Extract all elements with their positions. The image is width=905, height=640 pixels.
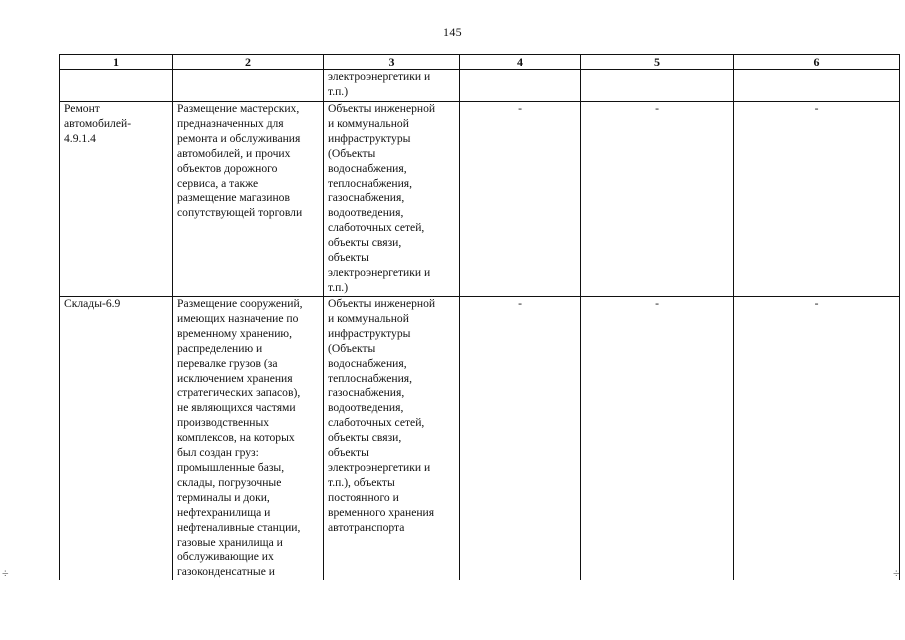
table-header-row [60, 55, 900, 70]
cell-col6: - [734, 102, 900, 297]
cell-auxiliary-objects: электроэнергетики и т.п.) [324, 70, 460, 102]
land-use-table [59, 54, 900, 580]
cell-use-description: Размещение мастерских, предназначенных для ремонта и обслуживания автомобилей, и прочих объектов дорожного сервиса, а также размещение магазинов сопутствующей торговли [173, 102, 324, 297]
scan-edge-mark-left: ÷ [2, 566, 9, 580]
column-header-1: 1 [60, 55, 173, 70]
cell-col4: - [460, 102, 581, 297]
cell-col5: - [581, 102, 734, 297]
column-header-4: 4 [460, 55, 581, 70]
column-header-3: 3 [324, 55, 460, 70]
cell-use-description [173, 70, 324, 102]
cell-col6 [734, 70, 900, 102]
scan-edge-mark-right: ÷ [893, 566, 900, 580]
column-header-5: 5 [581, 55, 734, 70]
cell-use-name: Ремонт автомобилей- 4.9.1.4 [60, 102, 173, 297]
cell-col4: - [460, 297, 581, 581]
cell-col6: - [734, 297, 900, 581]
cell-use-name [60, 70, 173, 102]
cell-col4 [460, 70, 581, 102]
table-row [60, 102, 900, 297]
cell-use-name: Склады-6.9 [60, 297, 173, 581]
column-header-2: 2 [173, 55, 324, 70]
cell-use-description: Размещение сооружений, имеющих назначение по временному хранению, распределению и перевалке грузов (за исключением хранения стратегических запасов), не являющихся частями производственных комплексов, на которых был создан груз: промышленные базы, склады, погрузочные терминалы и доки, нефтехранилища и нефтеналивные станции, газовые хранилища и обслуживающие их газоконденсатные и [173, 297, 324, 581]
table-row [60, 297, 900, 581]
cell-col5 [581, 70, 734, 102]
column-header-6: 6 [734, 55, 900, 70]
table-row [60, 70, 900, 102]
cell-col5: - [581, 297, 734, 581]
cell-auxiliary-objects: Объекты инженерной и коммунальной инфраструктуры (Объекты водоснабжения, теплоснабжения, газоснабжения, водоотведения, слаботочных сетей, объекты связи, объекты электроэнергетики и т.п.) [324, 102, 460, 297]
cell-auxiliary-objects: Объекты инженерной и коммунальной инфраструктуры (Объекты водоснабжения, теплоснабжения, газоснабжения, водоотведения, слаботочных сетей, объекты связи, объекты электроэнергетики и т.п.), объекты постоянного и временного хранения автотранспорта [324, 297, 460, 581]
page-number: 145 [443, 25, 462, 39]
